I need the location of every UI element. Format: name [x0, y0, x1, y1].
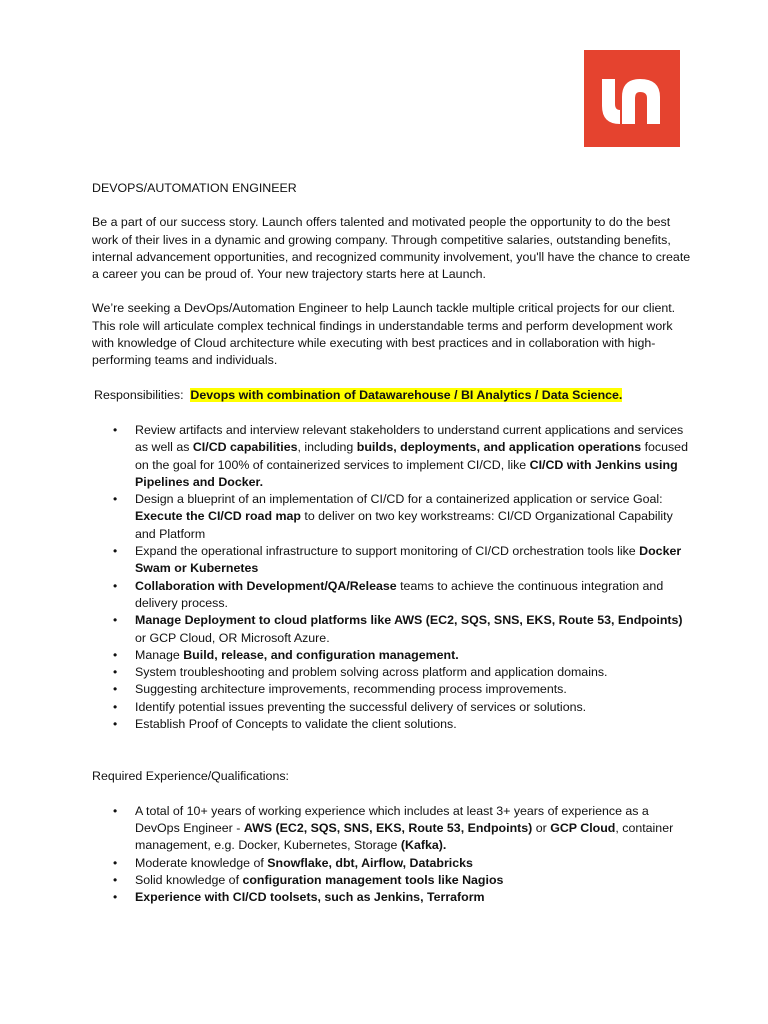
job-title: DEVOPS/AUTOMATION ENGINEER: [92, 181, 297, 195]
responsibilities-item-text: or GCP Cloud, OR Microsoft Azure.: [135, 630, 330, 645]
responsibilities-item-text: Manage: [135, 647, 184, 662]
bullet-icon: •: [113, 717, 118, 732]
responsibilities-item: [92, 612, 692, 647]
responsibilities-item-text: to deliver on two key workstreams: CI/CD Organizational Capability and Platform: [135, 509, 673, 541]
responsibilities-item-text: Suggesting architecture improvements, recommending process improvements.: [135, 682, 567, 697]
responsibilities-item-text: Manage Deployment to cloud platforms like AWS (EC2, SQS, SNS, EKS, Route 53, Endpoints): [135, 613, 683, 628]
responsibilities-item: [92, 647, 692, 664]
qualifications-item-text: Experience with CI/CD toolsets, such as Jenkins, Terraform: [135, 890, 485, 905]
qualifications-item-text: A total of 10+ years of working experience which includes at least 3+ years of experience as a DevOps Engineer -: [135, 803, 649, 835]
responsibilities-item-text: Review artifacts and interview relevant stakeholders to understand current applications and services as well as: [135, 422, 684, 455]
responsibilities-item: [92, 716, 692, 733]
responsibilities-item-text: CI/CD with Jenkins using Pipelines and Docker.: [135, 457, 678, 489]
qualifications-item-text: AWS (EC2, SQS, SNS, EKS, Route 53, Endpoints): [243, 820, 533, 835]
intro-paragraph-1: Be a part of our success story. Launch offers talented and motivated people the opportunity to do the best work of their lives in a dynamic and growing company. Through competitive salaries, outstanding benefits, internal advancement opportunities, and recognized community involvement, you'll have the chance to create a career you can be proud of. Your new trajectory starts here at Launch.: [92, 215, 691, 282]
responsibilities-item: [92, 491, 692, 543]
bullet-icon: •: [113, 855, 118, 870]
responsibilities-item: [92, 578, 692, 613]
qualifications-item-text: , container management, e.g. Docker, Kubernetes, Storage: [135, 820, 674, 853]
responsibilities-item: [92, 422, 692, 491]
responsibilities-item-text: Design a blueprint of an implementation of CI/CD for a containerized application or service Goal:: [135, 492, 663, 507]
qualifications-item: [92, 872, 692, 889]
qualifications-item: [92, 855, 692, 872]
responsibilities-item-text: System troubleshooting and problem solving across platform and application domains.: [135, 665, 608, 680]
responsibilities-item: [92, 699, 692, 716]
responsibilities-item-text: Execute the CI/CD road map: [135, 509, 301, 524]
launch-logo-icon: [584, 50, 680, 147]
qualifications-list: [92, 803, 692, 907]
responsibilities-list: [92, 422, 692, 733]
qualifications-item-text: Snowflake, dbt, Airflow, Databricks: [267, 855, 473, 870]
bullet-icon: •: [113, 803, 118, 818]
bullet-icon: •: [113, 422, 118, 437]
job-description: [92, 180, 692, 906]
qualifications-item-text: Moderate knowledge of: [135, 855, 268, 870]
bullet-icon: •: [113, 578, 118, 593]
responsibilities-item-text: Establish Proof of Concepts to validate the client solutions.: [135, 717, 457, 732]
responsibilities-label: Responsibilities:: [94, 387, 184, 402]
responsibilities-item-text: Identify potential issues preventing the successful delivery of services or solutions.: [135, 699, 587, 714]
responsibilities-item: [92, 664, 692, 681]
responsibilities-item-text: Docker Swam or Kubernetes: [135, 544, 682, 576]
launch-logo-glyph: [584, 50, 680, 147]
intro-paragraph-2: We’re seeking a DevOps/Automation Engineer to help Launch tackle multiple critical projects for our client. This role will articulate complex technical findings in understandable terms and perform development work with knowledge of Cloud architecture while executing with best practices and in collaboration with high-performing teams and individuals.: [92, 301, 676, 368]
responsibilities-heading: [94, 387, 692, 404]
responsibilities-item-text: Collaboration with Development/QA/Release: [135, 578, 397, 593]
qualifications-heading: Required Experience/Qualifications:: [92, 769, 289, 784]
bullet-icon: •: [113, 544, 118, 559]
qualifications-item-text: configuration management tools like Nagios: [242, 872, 504, 887]
bullet-icon: •: [113, 665, 118, 680]
bullet-icon: •: [113, 613, 118, 628]
responsibilities-item-text: Expand the operational infrastructure to support monitoring of CI/CD orchestration tools like: [135, 544, 640, 559]
qualifications-item-text: GCP Cloud: [550, 820, 616, 835]
qualifications-item-text: (Kafka).: [400, 838, 447, 853]
bullet-icon: •: [113, 872, 118, 887]
responsibilities-item-text: teams to achieve the continuous integration and delivery process.: [135, 578, 664, 610]
responsibilities-item-text: builds, deployments, and application operations: [356, 440, 642, 455]
bullet-icon: •: [113, 492, 118, 507]
responsibilities-item-text: CI/CD capabilities: [192, 440, 298, 455]
qualifications-item: [92, 889, 692, 906]
responsibilities-item-text: , including: [297, 440, 357, 455]
responsibilities-item-text: focused on the goal for 100% of containerized services to implement CI/CD, like: [135, 440, 688, 472]
bullet-icon: •: [113, 647, 118, 662]
responsibilities-item-text: Build, release, and configuration management.: [183, 647, 459, 662]
qualifications-item-text: or: [532, 820, 551, 835]
responsibilities-highlight: Devops with combination of Datawarehouse / BI Analytics / Data Science.: [190, 387, 623, 402]
responsibilities-item: [92, 543, 692, 578]
qualifications-item-text: Solid knowledge of: [135, 872, 243, 887]
bullet-icon: •: [113, 890, 118, 905]
bullet-icon: •: [113, 699, 118, 714]
responsibilities-item: [92, 681, 692, 698]
bullet-icon: •: [113, 682, 118, 697]
qualifications-item: [92, 803, 692, 855]
